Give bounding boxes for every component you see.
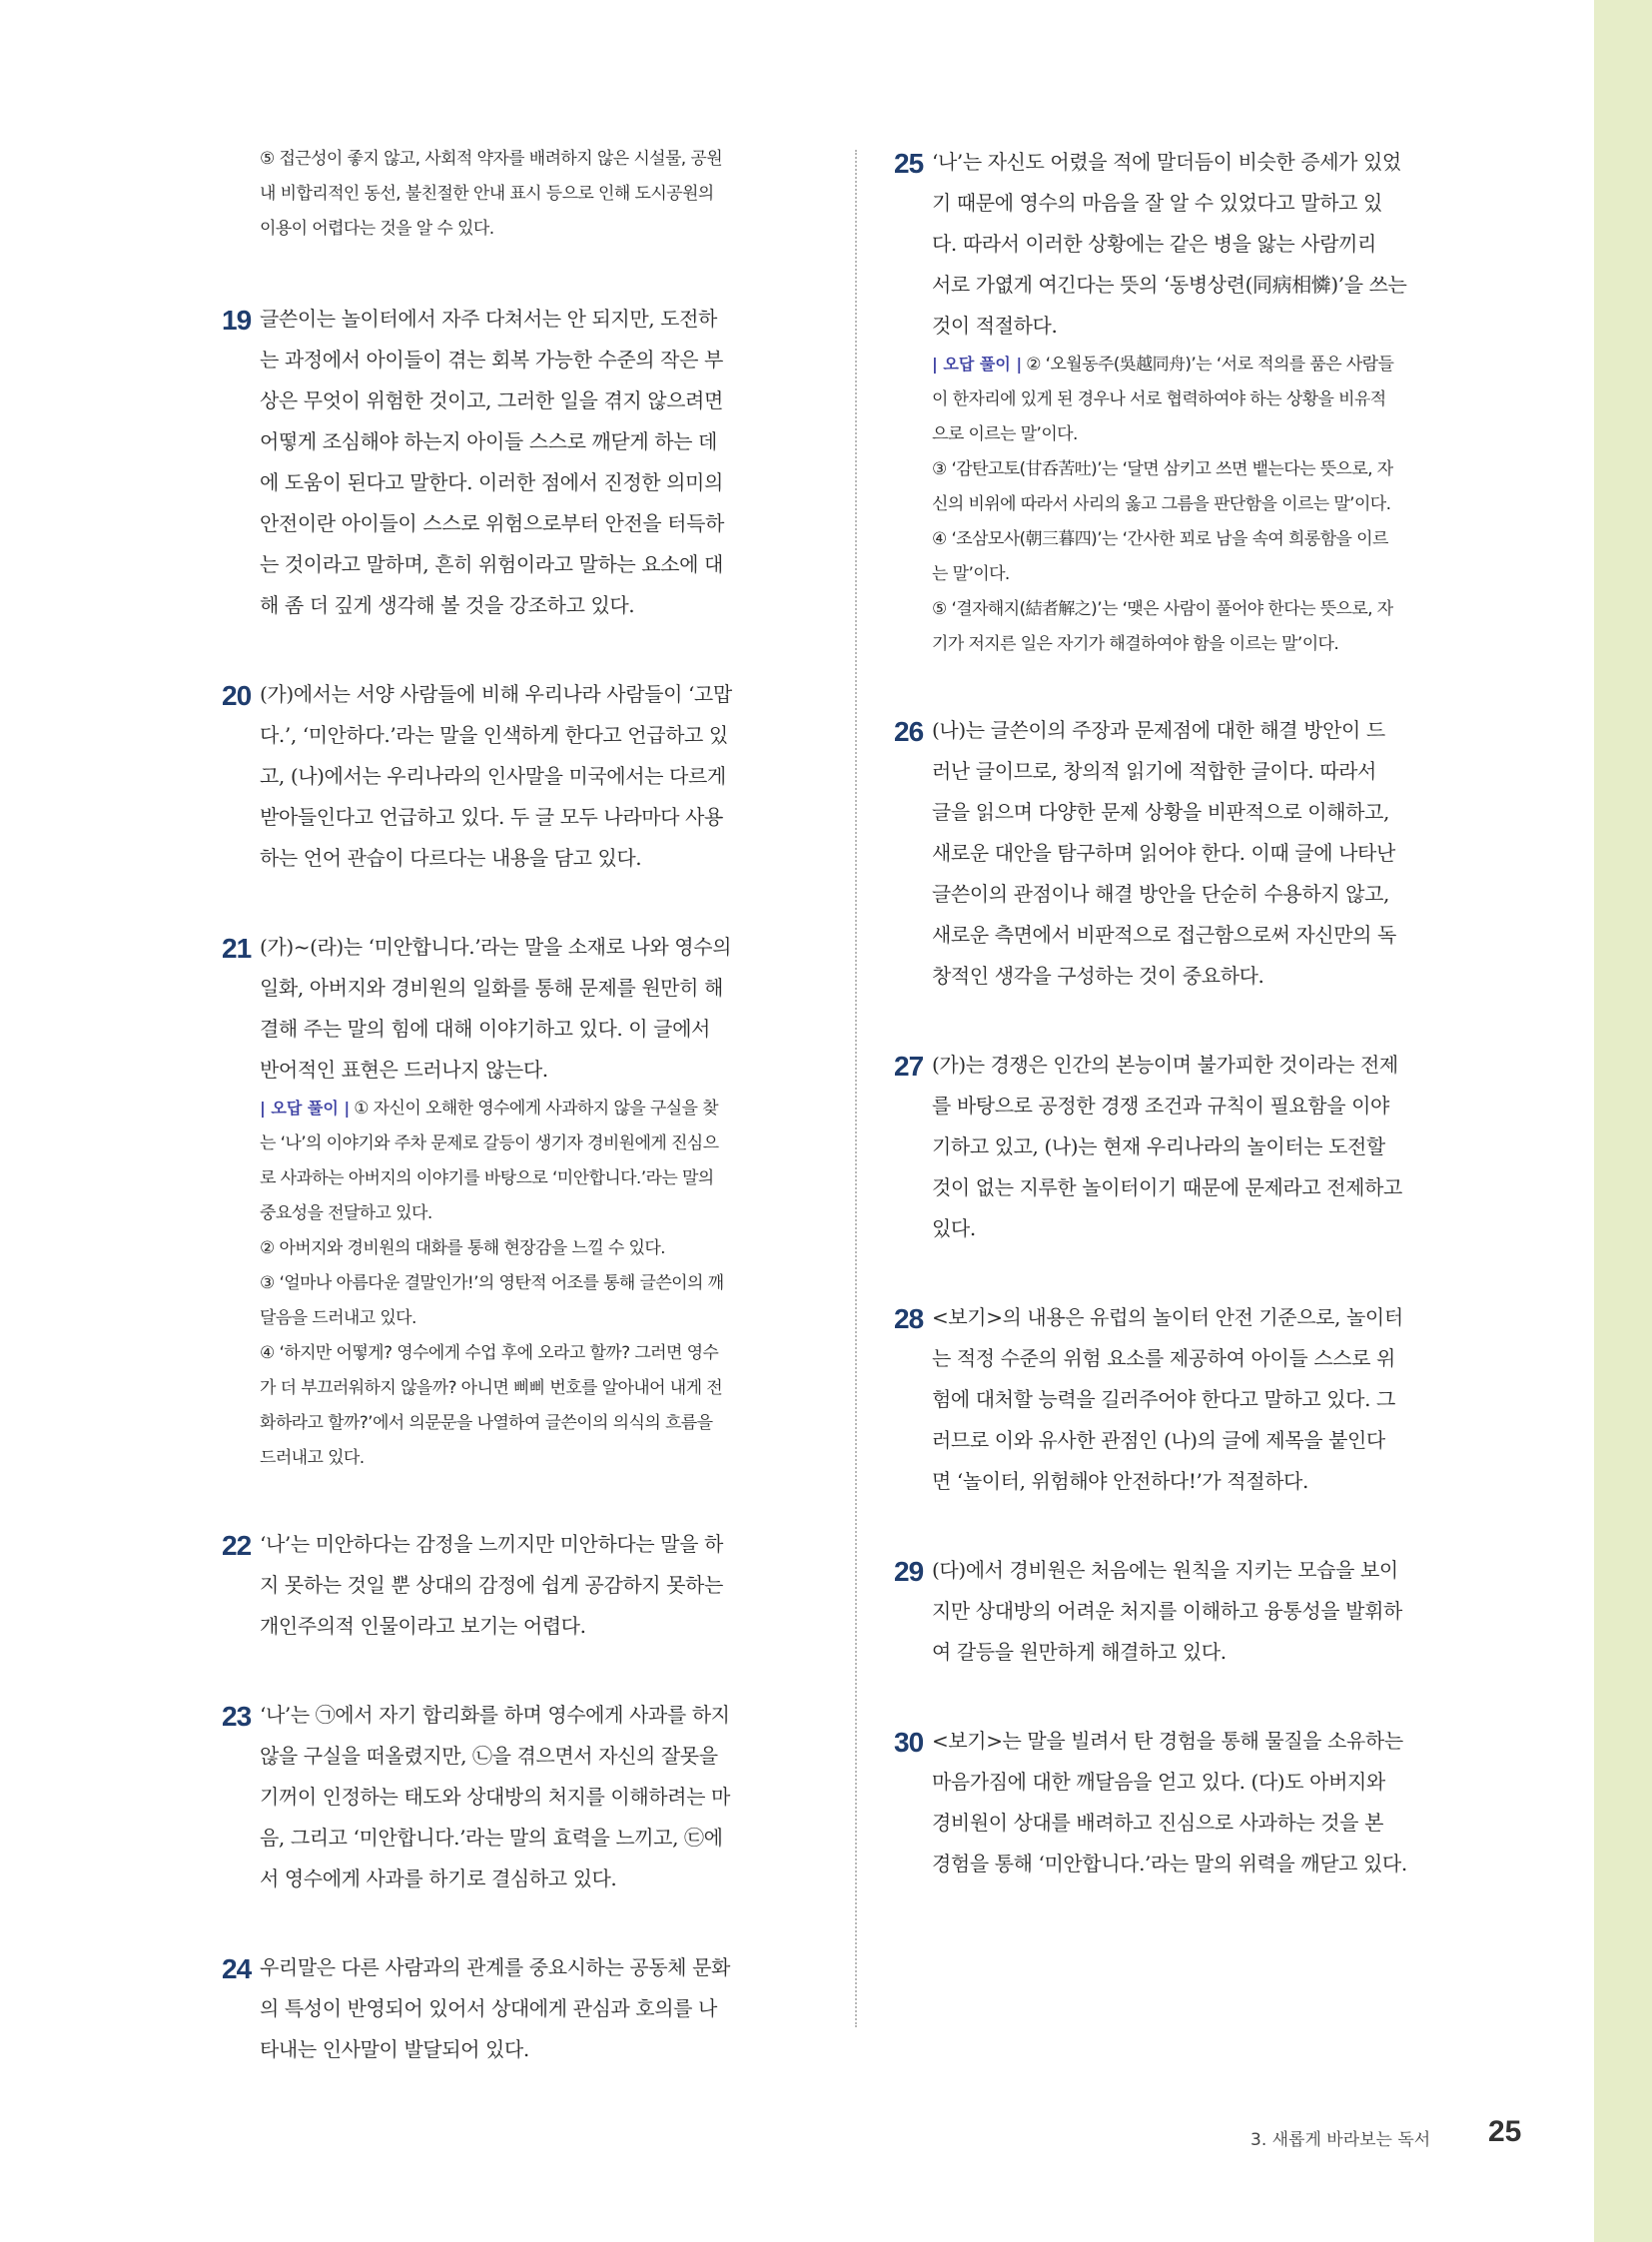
answer-line: 것이 없는 지루한 놀이터이기 때문에 문제라고 전제하고 (932, 1175, 1402, 1199)
question-30 (894, 1721, 1496, 1884)
answer-line: 타내는 인사말이 발달되어 있다. (260, 2037, 529, 2061)
question-number: 25 (894, 148, 924, 179)
question-28 (894, 1297, 1496, 1502)
answer-line: 경비원이 상대를 배려하고 진심으로 사과하는 것을 본 (932, 1811, 1383, 1835)
answer-line: 개인주의적 인물이라고 보기는 어렵다. (260, 1614, 586, 1638)
answer-line: 글을 읽으며 다양한 문제 상황을 비판적으로 이해하고, (932, 800, 1389, 824)
note-text: ② ‘오월동주(吳越同舟)’는 ‘서로 적의를 품은 사람들 (1026, 355, 1394, 374)
note-line: 달음을 드러내고 있다. (260, 1308, 416, 1328)
answer-line: <보기>의 내용은 유럽의 놀이터 안전 기준으로, 놀이터 (932, 1305, 1403, 1329)
side-color-band (1594, 0, 1652, 2242)
question-23 (222, 1695, 821, 1899)
answer-line: 해 좀 더 깊게 생각해 볼 것을 강조하고 있다. (260, 593, 635, 617)
note-line: ② 아버지와 경비원의 대화를 통해 현장감을 느낄 수 있다. (260, 1238, 665, 1258)
answer-line: 우리말은 다른 사람과의 관계를 중요시하는 공동체 문화 (260, 1955, 730, 1979)
answer-line: (나)는 글쓴이의 주장과 문제점에 대한 해결 방안이 드 (932, 718, 1385, 742)
answer-line: 것이 적절하다. (932, 314, 1058, 338)
answer-line: 험에 대처할 능력을 길러주어야 한다고 말하고 있다. 그 (932, 1387, 1395, 1411)
question-number: 26 (894, 716, 924, 747)
answer-line: (가)는 경쟁은 인간의 본능이며 불가피한 것이라는 전제 (932, 1053, 1398, 1077)
wrong-answer-tag: | 오답 풀이 | (260, 1099, 351, 1118)
answer-line: 는 것이라고 말하며, 흔히 위험이라고 말하는 요소에 대 (260, 552, 723, 576)
answer-line: 지만 상대방의 어려운 처지를 이해하고 융통성을 발휘하 (932, 1599, 1402, 1623)
question-29 (894, 1550, 1496, 1673)
question-number: 29 (894, 1556, 924, 1587)
answer-line: 기하고 있고, (나)는 현재 우리나라의 놀이터는 도전할 (932, 1134, 1385, 1158)
note-line: ⑤ ‘결자해지(結者解之)’는 ‘맺은 사람이 풀어야 한다는 뜻으로, 자 (932, 599, 1393, 619)
question-number: 27 (894, 1051, 924, 1082)
question-26 (894, 710, 1496, 997)
question-number: 21 (222, 933, 252, 964)
answer-line: ‘나’는 미안하다는 감정을 느끼지만 미안하다는 말을 하 (260, 1532, 723, 1556)
note-line: 는 말’이다. (932, 564, 1010, 584)
left-column (222, 142, 821, 2070)
question-22 (222, 1524, 821, 1647)
answer-line: 기 때문에 영수의 마음을 잘 알 수 있었다고 말하고 있 (932, 191, 1382, 215)
question-number: 24 (222, 1953, 252, 1984)
note-line: 화하라고 할까?’에서 의문문을 나열하여 글쓴이의 의식의 흐름을 (260, 1413, 713, 1433)
answer-line: 일화, 아버지와 경비원의 일화를 통해 문제를 원만히 해 (260, 976, 723, 1000)
answer-line: (가)에서는 서양 사람들에 비해 우리나라 사람들이 ‘고맙 (260, 682, 732, 706)
answer-line: 어떻게 조심해야 하는지 아이들 스스로 깨닫게 하는 데 (260, 429, 717, 453)
answer-line: 서 영수에게 사과를 하기로 결심하고 있다. (260, 1867, 617, 1890)
answer-line: (다)에서 경비원은 처음에는 원칙을 지키는 모습을 보이 (932, 1558, 1398, 1582)
answer-line: 다.’, ‘미안하다.’라는 말을 인색하게 한다고 언급하고 있 (260, 723, 728, 747)
note-line (260, 1091, 821, 1126)
note-line: ④ ‘하지만 어떻게? 영수에게 수업 후에 오라고 할까? 그러면 영수 (260, 1343, 719, 1363)
answer-line: (가)~(라)는 ‘미안합니다.’라는 말을 소재로 나와 영수의 (260, 935, 732, 959)
answer-line: <보기>는 말을 빌려서 탄 경험을 통해 물질을 소유하는 (932, 1729, 1403, 1753)
question-24 (222, 1947, 821, 2070)
answer-line: 의 특성이 반영되어 있어서 상대에게 관심과 호의를 나 (260, 1996, 717, 2020)
answer-line: 않을 구실을 떠올렸지만, ㉡을 겪으면서 자신의 잘못을 (260, 1744, 718, 1768)
answer-line: 마음가짐에 대한 깨달음을 얻고 있다. (다)도 아버지와 (932, 1770, 1385, 1794)
note-line: 내 비합리적인 동선, 불친절한 안내 표시 등으로 인해 도시공원의 (260, 184, 714, 204)
note-line: 는 ‘나’의 이야기와 주차 문제로 갈등이 생기자 경비원에게 진심으 (260, 1133, 719, 1153)
question-19 (222, 299, 821, 626)
footer-chapter-title: 3. 새롭게 바라보는 독서 (1250, 2130, 1431, 2150)
answer-line: ‘나’는 자신도 어렸을 적에 말더듬이 비슷한 증세가 있었 (932, 150, 1401, 174)
answer-line: 창적인 생각을 구성하는 것이 중요하다. (932, 964, 1264, 988)
note-line: 드러내고 있다. (260, 1448, 365, 1468)
question-27 (894, 1045, 1496, 1249)
answer-line: 안전이란 아이들이 스스로 위험으로부터 안전을 터득하 (260, 511, 724, 535)
answer-line: 는 적정 수준의 위험 요소를 제공하여 아이들 스스로 위 (932, 1346, 1395, 1370)
note-line: ⑤ 접근성이 좋지 않고, 사회적 약자를 배려하지 않은 시설물, 공원 (260, 149, 723, 169)
right-column (894, 142, 1496, 1884)
answer-line: 다. 따라서 이러한 상황에는 같은 병을 앓는 사람끼리 (932, 232, 1376, 256)
answer-line: 러난 글이므로, 창의적 읽기에 적합한 글이다. 따라서 (932, 759, 1376, 783)
note-line: ③ ‘얼마나 아름다운 결말인가!’의 영탄적 어조를 통해 글쓴이의 깨 (260, 1273, 724, 1293)
question-number: 30 (894, 1727, 924, 1758)
answer-line: 결해 주는 말의 힘에 대해 이야기하고 있다. 이 글에서 (260, 1017, 710, 1041)
answer-line: 있다. (932, 1216, 976, 1240)
question-number: 23 (222, 1701, 252, 1732)
answer-line: 지 못하는 것일 뿐 상대의 감정에 쉽게 공감하지 못하는 (260, 1573, 723, 1597)
answer-line: 새로운 대안을 탐구하며 읽어야 한다. 이때 글에 나타난 (932, 841, 1395, 865)
answer-line: 면 ‘놀이터, 위험해야 안전하다!’가 적절하다. (932, 1469, 1308, 1493)
answer-line: 반어적인 표현은 드러나지 않는다. (260, 1058, 548, 1082)
intro-note (222, 142, 821, 247)
note-line: ③ ‘감탄고토(甘呑苦吐)’는 ‘달면 삼키고 쓰면 뱉는다는 뜻으로, 자 (932, 459, 1393, 479)
answer-line: 여 갈등을 원만하게 해결하고 있다. (932, 1640, 1227, 1664)
answer-line: 고, (나)에서는 우리나라의 인사말을 미국에서는 다르게 (260, 764, 726, 788)
answer-line: 새로운 측면에서 비판적으로 접근함으로써 자신만의 독 (932, 923, 1396, 947)
note-line: 기가 저지른 일은 자기가 해결하여야 함을 이르는 말’이다. (932, 634, 1339, 654)
question-number: 28 (894, 1303, 924, 1334)
question-number: 19 (222, 305, 252, 336)
question-20 (222, 674, 821, 879)
note-line: 로 사과하는 아버지의 이야기를 바탕으로 ‘미안합니다.’라는 말의 (260, 1168, 714, 1188)
note-line: ④ ‘조삼모사(朝三暮四)’는 ‘간사한 꾀로 남을 속여 희롱함을 이르 (932, 529, 1388, 549)
note-text: ① 자신이 오해한 영수에게 사과하지 않을 구실을 찾 (354, 1099, 718, 1119)
note-line: 이용이 어렵다는 것을 알 수 있다. (260, 219, 494, 239)
note-line: 으로 이르는 말’이다. (932, 424, 1078, 444)
answer-line: 경험을 통해 ‘미안합니다.’라는 말의 위력을 깨닫고 있다. (932, 1852, 1407, 1875)
question-21 (222, 927, 821, 1476)
answer-line: 받아들인다고 언급하고 있다. 두 글 모두 나라마다 사용 (260, 805, 723, 829)
answer-line: 를 바탕으로 공정한 경쟁 조건과 규칙이 필요함을 이야 (932, 1094, 1389, 1118)
answer-line: 글쓴이의 관점이나 해결 방안을 단순히 수용하지 않고, (932, 882, 1389, 906)
answer-line: ‘나’는 ㉠에서 자기 합리화를 하며 영수에게 사과를 하지 (260, 1703, 730, 1727)
answer-line: 는 과정에서 아이들이 겪는 회복 가능한 수준의 작은 부 (260, 348, 723, 372)
answer-line: 글쓴이는 놀이터에서 자주 다쳐서는 안 되지만, 도전하 (260, 307, 717, 331)
question-number: 20 (222, 680, 252, 711)
column-divider (855, 150, 857, 2027)
answer-line: 러므로 이와 유사한 관점인 (나)의 글에 제목을 붙인다 (932, 1428, 1385, 1452)
answer-line: 음, 그리고 ‘미안합니다.’라는 말의 효력을 느끼고, ㉢에 (260, 1826, 723, 1850)
question-number: 22 (222, 1530, 252, 1561)
answer-line: 하는 언어 관습이 다르다는 내용을 담고 있다. (260, 846, 642, 870)
answer-line: 기꺼이 인정하는 태도와 상대방의 처지를 이해하려는 마 (260, 1785, 730, 1809)
note-line: 이 한자리에 있게 된 경우나 서로 협력하여야 하는 상황을 비유적 (932, 389, 1386, 409)
answer-line: 상은 무엇이 위험한 것이고, 그러한 일을 겪지 않으려면 (260, 388, 723, 412)
note-line: 신의 비위에 따라서 사리의 옳고 그름을 판단함을 이르는 말’이다. (932, 494, 1391, 514)
answer-line: 서로 가엾게 여긴다는 뜻의 ‘동병상련(同病相憐)’을 쓰는 (932, 273, 1407, 297)
wrong-answer-tag: | 오답 풀이 | (932, 355, 1023, 374)
note-line: 중요성을 전달하고 있다. (260, 1203, 432, 1223)
note-line: 가 더 부끄러워하지 않을까? 아니면 삐삐 번호를 알아내어 내게 전 (260, 1378, 723, 1398)
question-25 (894, 142, 1496, 662)
answer-line: 에 도움이 된다고 말한다. 이러한 점에서 진정한 의미의 (260, 470, 723, 494)
page-number: 25 (1488, 2115, 1522, 2148)
note-line (932, 347, 1496, 382)
